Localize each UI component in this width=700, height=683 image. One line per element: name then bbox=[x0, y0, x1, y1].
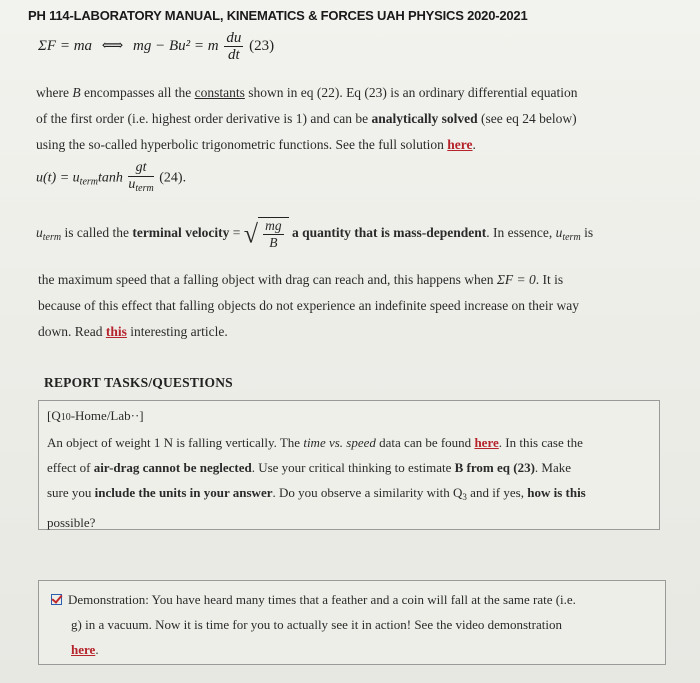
text: . It is bbox=[535, 272, 564, 287]
equation-24 bbox=[36, 160, 186, 197]
paragraph-max-speed bbox=[38, 267, 668, 345]
analytically-solved: analytically solved bbox=[371, 111, 478, 126]
eq23-fraction bbox=[224, 30, 243, 63]
units-phrase: include the units in your answer bbox=[94, 485, 273, 500]
eq24-numerator: gt bbox=[128, 160, 153, 177]
eq24-fraction bbox=[128, 160, 153, 197]
question-10-text bbox=[47, 403, 659, 535]
mg-over-b-fraction bbox=[263, 218, 284, 251]
eq23-denominator: dt bbox=[228, 47, 240, 63]
eq23-label: (23) bbox=[249, 37, 275, 54]
eq23-arrow: ⟺ bbox=[101, 37, 124, 54]
q3-sub: 3 bbox=[462, 492, 467, 502]
text: is called the bbox=[61, 225, 133, 241]
text: the maximum speed that a falling object with drag can reach and, this happens when bbox=[38, 272, 497, 287]
sub-term: term bbox=[42, 232, 62, 244]
q10-tag-sub: 10 bbox=[60, 412, 71, 423]
text: . Use your critical thinking to estimate bbox=[251, 460, 455, 475]
eq24-den-u: u bbox=[128, 177, 136, 192]
eq24-tanh: tanh bbox=[98, 170, 123, 186]
mass-dependent-phrase: a quantity that is mass-dependent bbox=[288, 225, 487, 241]
text: (see eq 24 below) bbox=[477, 111, 577, 126]
text: because of this effect that falling objects do not experience an indefinite speed increase on their way bbox=[38, 298, 580, 313]
text: You have heard many times that a feather and a coin will fall at the same rate (i.e. bbox=[148, 592, 576, 607]
checked-checkbox-icon[interactable] bbox=[51, 594, 62, 605]
terminal-velocity-term: terminal velocity bbox=[132, 225, 230, 241]
paragraph-ode bbox=[36, 80, 666, 158]
text: . In essence, bbox=[486, 225, 556, 241]
estimate-b-phrase: B from eq (23) bbox=[454, 460, 535, 475]
video-here-link[interactable]: here bbox=[71, 642, 96, 657]
equation-23 bbox=[38, 30, 274, 63]
data-here-link[interactable]: here bbox=[474, 435, 499, 450]
terminal-velocity-line bbox=[36, 217, 676, 253]
constants-word: constants bbox=[194, 85, 245, 100]
text: . In this case the bbox=[498, 435, 583, 450]
text: interesting article. bbox=[126, 324, 228, 339]
text: down. Read bbox=[38, 324, 106, 339]
demonstration-text bbox=[51, 587, 663, 662]
net-force-zero: ΣF = 0 bbox=[496, 272, 536, 287]
text: . Make bbox=[534, 460, 572, 475]
sqrt-denominator: B bbox=[269, 235, 278, 250]
eq23-mid: mg − Bu² = m bbox=[133, 37, 219, 54]
text: g) in a vacuum. Now it is time for you to actually see it in action! See the video demonstration bbox=[71, 617, 562, 632]
eq24-den-sub: term bbox=[135, 183, 154, 194]
eq24-denominator bbox=[128, 177, 153, 197]
eq24-lhs: u(t) = u bbox=[36, 170, 80, 186]
solution-here-link[interactable]: here bbox=[447, 137, 473, 152]
sqrt-radicand bbox=[258, 217, 289, 251]
q10-tag-rest: -Home/Lab··] bbox=[70, 408, 144, 423]
text: data can be found bbox=[375, 435, 475, 450]
symbol-b: B bbox=[72, 85, 81, 100]
text: . bbox=[472, 137, 476, 152]
question-10-box bbox=[38, 400, 660, 530]
page-header: PH 114-LABORATORY MANUAL, KINEMATICS & FORCES UAH PHYSICS 2020-2021 bbox=[28, 8, 528, 23]
eq23-numerator: du bbox=[226, 30, 242, 46]
text: possible? bbox=[47, 515, 96, 530]
text: encompasses all the bbox=[80, 85, 195, 100]
sqrt-numerator: mg bbox=[265, 218, 282, 233]
eq24-sub: term bbox=[79, 176, 99, 188]
text: is bbox=[580, 225, 594, 241]
air-drag-phrase: air-drag cannot be neglected bbox=[93, 460, 252, 475]
symbol-u: u bbox=[36, 225, 43, 241]
sqrt-sign: √ bbox=[243, 219, 259, 249]
eq23-lhs: ΣF = ma bbox=[38, 37, 93, 54]
symbol-u: u bbox=[555, 225, 563, 241]
text: sure you bbox=[47, 485, 95, 500]
text: and if yes, bbox=[466, 485, 528, 500]
report-heading: REPORT TASKS/QUESTIONS bbox=[44, 375, 233, 390]
equals: = bbox=[229, 225, 244, 241]
text: using the so-called hyperbolic trigonometric functions. See the full solution bbox=[36, 137, 448, 152]
article-this-link[interactable]: this bbox=[105, 324, 127, 339]
text: where bbox=[36, 85, 73, 100]
time-vs-speed: time vs. speed bbox=[303, 435, 376, 450]
text: effect of bbox=[47, 460, 94, 475]
sqrt-mg-over-b bbox=[244, 217, 289, 251]
eq24-label: (24). bbox=[159, 170, 187, 186]
how-is-this-phrase: how is this bbox=[527, 485, 586, 500]
q10-tag: [Q bbox=[47, 408, 61, 423]
demonstration-label: Demonstration: bbox=[68, 592, 149, 607]
text: . Do you observe a similarity with Q bbox=[272, 485, 463, 500]
text: shown in eq (22). Eq (23) is an ordinary differential equation bbox=[244, 85, 578, 100]
text: An object of weight 1 N is falling vertically. The bbox=[47, 435, 304, 450]
demonstration-box bbox=[38, 580, 666, 665]
text: . bbox=[95, 642, 99, 657]
text: of the first order (i.e. highest order derivative is 1) and can be bbox=[36, 111, 372, 126]
sub-term: term bbox=[562, 232, 581, 244]
